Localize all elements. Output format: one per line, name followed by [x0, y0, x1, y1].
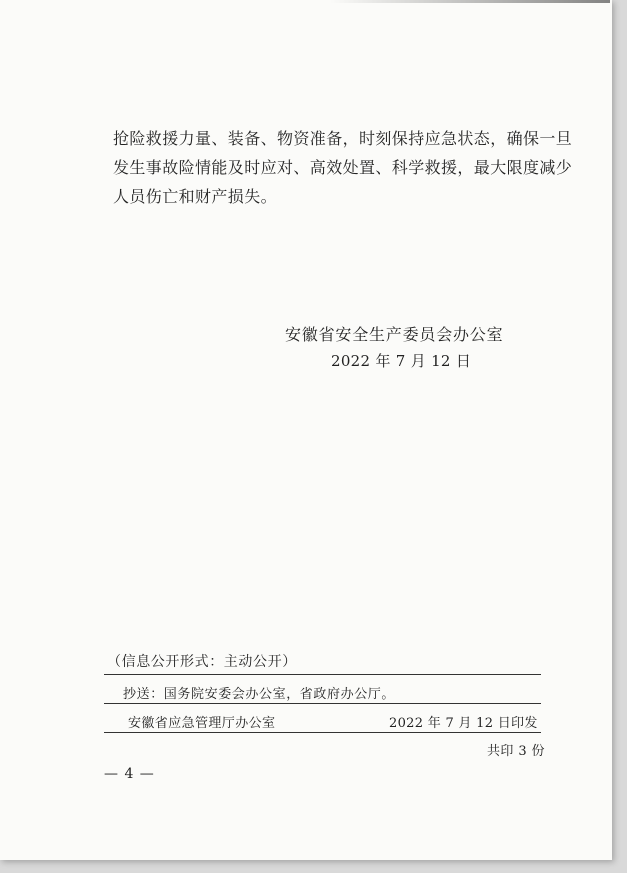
- body-line: 发生事故险情能及时应对、高效处置、科学救援，最大限度减少: [113, 158, 573, 177]
- cc-recipients: 抄送：国务院安委会办公室，省政府办公厅。: [123, 687, 396, 702]
- copies-count: 共印 3 份: [487, 744, 545, 759]
- body-line: 抢险救援力量、装备、物资准备，时刻保持应急状态，确保一旦: [113, 129, 573, 148]
- body-paragraph: [113, 124, 573, 211]
- issue-date: 2022 年 7 月 12 日: [331, 352, 472, 370]
- page-number: — 4 —: [104, 766, 155, 782]
- scan-edge-shadow: [330, 0, 610, 3]
- body-line: 人员伤亡和财产损失。: [113, 187, 278, 206]
- disclosure-type: （信息公开形式：主动公开）: [107, 654, 297, 670]
- print-date: 2022 年 7 月 12 日印发: [389, 716, 538, 731]
- footer-rule-middle: [104, 703, 541, 704]
- footer-rule-top: [104, 674, 541, 675]
- issuer-name: 安徽省安全生产委员会办公室: [285, 325, 504, 344]
- footer-rule-bottom: [104, 732, 541, 733]
- issuing-office: 安徽省应急管理厅办公室: [128, 716, 276, 731]
